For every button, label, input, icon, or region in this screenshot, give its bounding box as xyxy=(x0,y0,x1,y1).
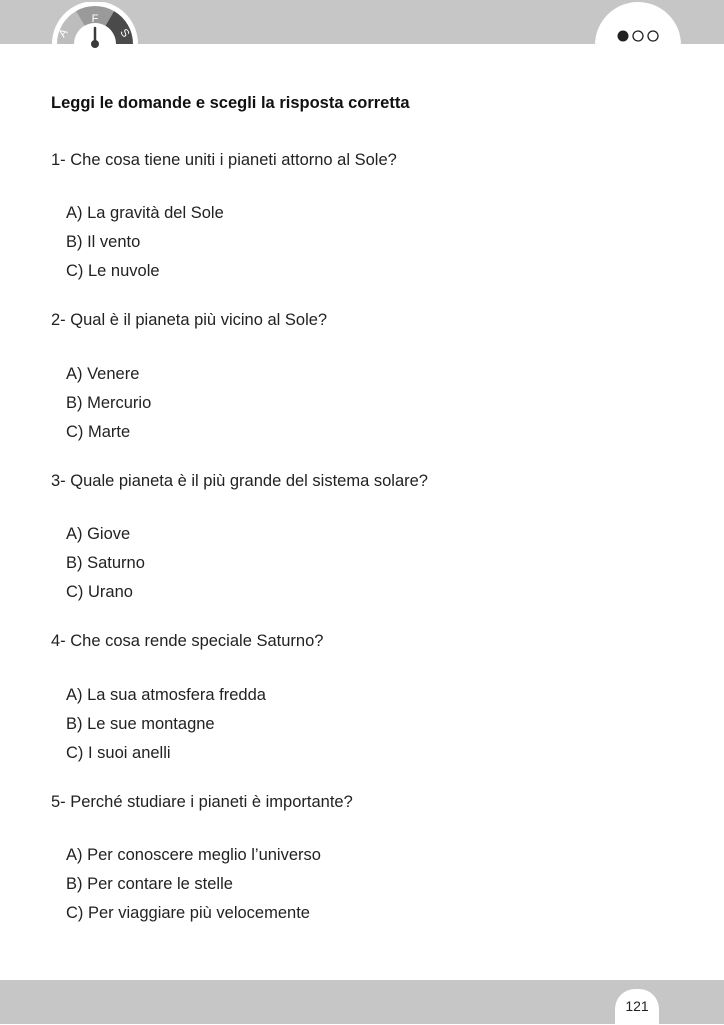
level-dots xyxy=(616,29,660,43)
gauge-label-f: F xyxy=(91,13,99,25)
answer-option: A) Giove xyxy=(66,525,131,543)
answer-option: C) Le nuvole xyxy=(66,262,160,280)
answer-option: B) Le sue montagne xyxy=(66,715,215,733)
level-dot-empty xyxy=(633,31,643,41)
answer-option: B) Mercurio xyxy=(66,394,152,412)
level-dot-empty xyxy=(648,31,658,41)
answer-option: A) La sua atmosfera fredda xyxy=(66,686,266,704)
answer-option: B) Il vento xyxy=(66,233,141,251)
question-text: 4- Che cosa rende speciale Saturno? xyxy=(51,632,324,650)
question-text: 3- Quale pianeta è il più grande del sistema solare? xyxy=(51,472,428,490)
level-dot-filled xyxy=(618,31,629,42)
gauge-label-a: A xyxy=(56,26,71,40)
page-number: 121 xyxy=(625,998,649,1014)
answer-option: A) Per conoscere meglio l’universo xyxy=(66,846,321,864)
instructions-heading: Leggi le domande e scegli la risposta corretta xyxy=(51,94,410,112)
gauge-label-s: S xyxy=(117,26,132,40)
answer-option: B) Saturno xyxy=(66,554,145,572)
answer-option: A) La gravità del Sole xyxy=(66,204,224,222)
answer-option: C) Urano xyxy=(66,583,133,601)
answer-option: C) Marte xyxy=(66,423,131,441)
question-text: 5- Perché studiare i pianeti è importante? xyxy=(51,793,353,811)
answer-option: C) I suoi anelli xyxy=(66,744,171,762)
question-text: 2- Qual è il pianeta più vicino al Sole? xyxy=(51,311,328,329)
answer-option: A) Venere xyxy=(66,365,140,383)
difficulty-gauge-icon xyxy=(51,2,139,48)
question-text: 1- Che cosa tiene uniti i pianeti attorno al Sole? xyxy=(51,151,397,169)
answer-option: C) Per viaggiare più velocemente xyxy=(66,904,310,922)
answer-option: B) Per contare le stelle xyxy=(66,875,233,893)
